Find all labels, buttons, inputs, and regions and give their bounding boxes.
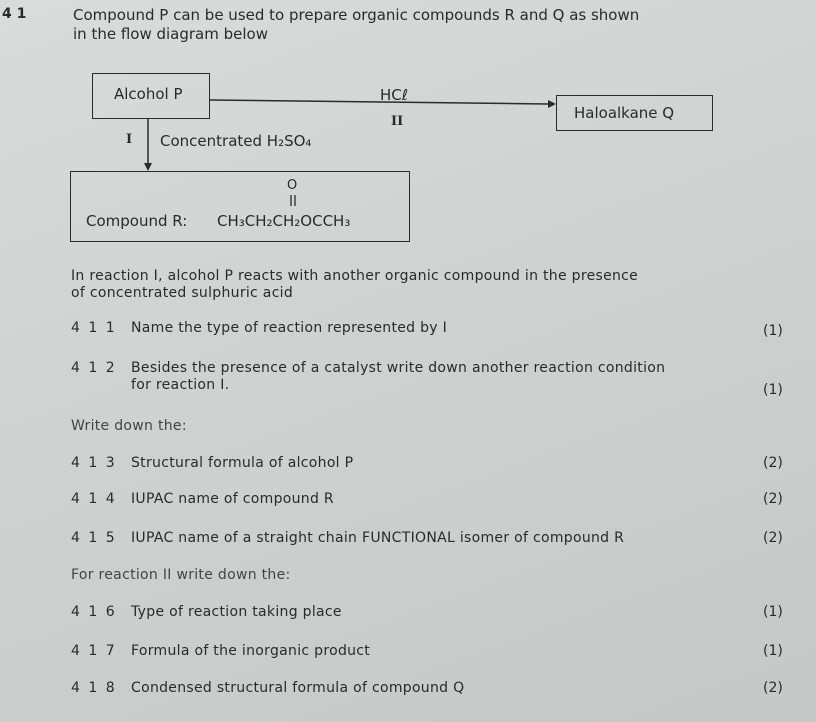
- haloalkane-q-label: Haloalkane Q: [574, 104, 675, 122]
- item-text: Structural formula of alcohol P: [131, 455, 354, 471]
- item-number: 4 1 4: [71, 491, 117, 507]
- question-number: 4 1: [2, 6, 27, 22]
- item-text: Type of reaction taking place: [131, 604, 342, 620]
- item-text: Formula of the inorganic product: [131, 643, 371, 659]
- reaction-description-line-2: of concentrated sulphuric acid: [71, 285, 294, 301]
- intro-line-1: Compound P can be used to prepare organic compounds R and Q as shown: [73, 6, 640, 24]
- intro-line-2: in the flow diagram below: [73, 25, 268, 43]
- item-text-continued: for reaction I.: [131, 377, 230, 393]
- compound-r-label: Compound R:: [86, 212, 188, 230]
- item-number: 4 1 6: [71, 604, 117, 620]
- alcohol-p-label: Alcohol P: [114, 85, 183, 103]
- item-text: Condensed structural formula of compound Q: [131, 680, 465, 696]
- item-text: IUPAC name of compound R: [131, 491, 334, 507]
- write-down-heading: Write down the:: [71, 418, 187, 434]
- item-mark: (1): [763, 604, 783, 620]
- reaction-two-label: II: [391, 114, 404, 129]
- item-mark: (1): [763, 643, 783, 659]
- reaction-one-label: I: [126, 132, 133, 147]
- concentrated-prefix: Concentrated: [160, 132, 263, 150]
- item-number: 4 1 8: [71, 680, 117, 696]
- item-number: 4 1 2: [71, 360, 117, 376]
- item-mark: (2): [763, 491, 783, 507]
- acid-formula: H₂SO₄: [266, 132, 312, 150]
- item-mark: (1): [763, 382, 783, 398]
- item-text: Name the type of reaction represented by I: [131, 320, 448, 336]
- carbonyl-oxygen: O: [287, 178, 298, 193]
- concentrated-h2so4: [160, 132, 311, 150]
- item-number: 4 1 3: [71, 455, 117, 471]
- item-mark: (2): [763, 680, 783, 696]
- item-number: 4 1 5: [71, 530, 117, 546]
- item-number: 4 1 1: [71, 320, 117, 336]
- item-number: 4 1 7: [71, 643, 117, 659]
- reaction-description-line-1: In reaction I, alcohol P reacts with another organic compound in the presence: [71, 268, 639, 284]
- item-text: IUPAC name of a straight chain FUNCTIONAL isomer of compound R: [131, 530, 625, 546]
- item-mark: (1): [763, 323, 783, 339]
- hcl-reagent: HCℓ: [380, 86, 408, 104]
- reaction-two-heading: For reaction II write down the:: [71, 567, 291, 583]
- compound-r-box: [70, 171, 410, 242]
- compound-r-formula: CH₃CH₂CH₂OCCH₃: [217, 212, 351, 230]
- item-mark: (2): [763, 530, 783, 546]
- item-text: Besides the presence of a catalyst write down another reaction condition: [131, 360, 666, 376]
- item-mark: (2): [763, 455, 783, 471]
